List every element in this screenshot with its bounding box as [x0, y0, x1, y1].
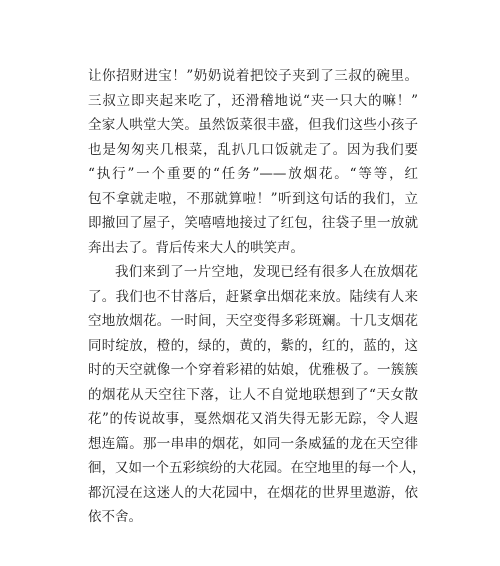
- text-line: 即撤回了屋子，笑嘻嘻地接过了红包，往袋子里一放就: [88, 215, 418, 231]
- text-line: 了。我们也不甘落后，赶紧拿出烟花来放。陆续有人来: [88, 288, 418, 305]
- text-line: 也是匆匆夹几根菜，乱扒几口饭就走了。因为我们要: [88, 141, 418, 158]
- paragraph-2: [88, 260, 426, 530]
- text-line: 花”的传说故事，戛然烟花又消失得无影无踪，令人遐: [88, 411, 418, 427]
- text-line: 都沉浸在这迷人的大花园中，在烟花的世界里遨游，依: [88, 484, 418, 501]
- text-line: 同时绽放，橙的，绿的，黄的，紫的，红的，蓝的，这: [88, 337, 418, 354]
- essay-text: [88, 64, 426, 530]
- paragraph-1: [88, 64, 418, 260]
- text-line: 空地放烟花。一时间，天空变得多彩斑斓。十几支烟花: [88, 313, 418, 329]
- text-line: 奔出去了。背后传来大人的哄笑声。: [88, 239, 304, 256]
- text-line: 依不舍。: [88, 509, 142, 525]
- text-line: 徊，又如一个五彩缤纷的大花园。在空地里的每一个人，: [88, 460, 426, 476]
- text-line: “执行”一个重要的“任务”——放烟花。“等等，红: [88, 166, 418, 182]
- text-line: 三叔立即夹起来吃了，还滑稽地说“夹一只大的嘛！”: [88, 92, 418, 109]
- text-line: 全家人哄堂大笑。虽然饭菜很丰盛，但我们这些小孩子: [88, 117, 418, 133]
- text-line: 时的天空就像一个穿着彩裙的姑娘，优雅极了。一簇簇: [88, 362, 418, 378]
- text-line: 包不拿就走啦，不那就算啦！”听到这句话的我们，立: [88, 190, 418, 207]
- text-line: 想连篇。那一串串的烟花，如同一条威猛的龙在天空徘: [88, 435, 418, 452]
- text-line: 的烟花从天空往下落，让人不自觉地联想到了“天女散: [88, 386, 418, 403]
- text-line: 让你招财进宝！”奶奶说着把饺子夹到了三叔的碗里。: [88, 68, 418, 84]
- text-line: 我们来到了一片空地，发现已经有很多人在放烟花: [115, 264, 418, 280]
